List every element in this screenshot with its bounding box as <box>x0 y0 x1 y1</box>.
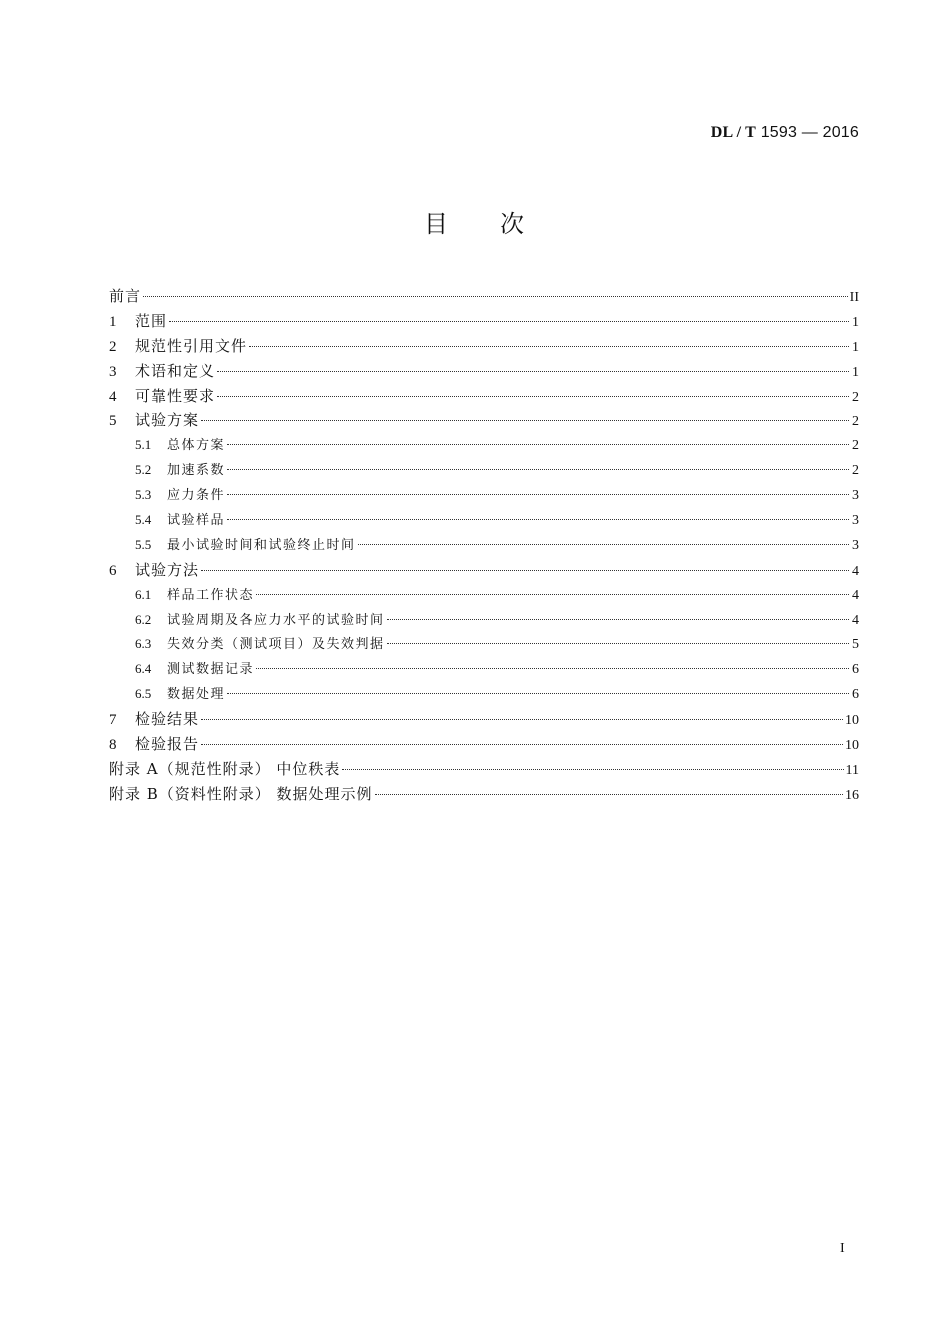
toc-dot-leader <box>227 693 849 694</box>
toc-entry-page: 10 <box>845 713 859 729</box>
toc-entry-label: 试验周期及各应力水平的试验时间 <box>167 612 385 628</box>
toc-entry-number: 3 <box>109 363 117 380</box>
toc-dot-leader <box>217 396 849 397</box>
toc-entry[interactable] <box>109 558 859 583</box>
toc-entry-page: 4 <box>852 612 859 628</box>
toc-entry-label: 样品工作状态 <box>167 587 255 603</box>
toc-entry-label: 可靠性要求 <box>135 386 216 405</box>
toc-entry[interactable] <box>109 657 859 682</box>
toc-entry-page: 3 <box>852 488 859 504</box>
toc-entry[interactable] <box>109 533 859 558</box>
toc-entry-label: 检验结果 <box>135 710 200 729</box>
toc-entry[interactable] <box>109 682 859 707</box>
toc-entry-label: 最小试验时间和试验终止时间 <box>167 537 356 553</box>
toc-entry-page: 6 <box>852 662 859 678</box>
toc-entry-number: 6 <box>109 562 117 579</box>
toc-entry-label: 术语和定义 <box>135 361 216 380</box>
toc-entry-label: 试验方案 <box>135 411 200 430</box>
standard-code <box>711 124 859 142</box>
toc-dot-leader <box>201 420 849 421</box>
toc-entry-label: 试验样品 <box>167 513 226 529</box>
toc-entry-label: 测试数据记录 <box>167 662 255 678</box>
toc-entry-label: 检验报告 <box>135 735 200 754</box>
table-of-contents <box>109 284 859 807</box>
toc-entry-number: 6.3 <box>135 636 152 652</box>
toc-entry-label: 失效分类（测试项目）及失效判据 <box>167 637 385 653</box>
toc-entry[interactable] <box>109 384 859 409</box>
toc-entry[interactable] <box>109 284 859 309</box>
toc-entry-page: 4 <box>852 563 859 579</box>
toc-entry-page: 10 <box>845 738 859 754</box>
toc-dot-leader <box>342 769 843 770</box>
toc-entry[interactable] <box>109 508 859 533</box>
toc-entry[interactable] <box>109 334 859 359</box>
toc-entry-page: 2 <box>852 463 859 479</box>
toc-dot-leader <box>227 469 849 470</box>
toc-entry[interactable] <box>109 359 859 384</box>
toc-entry-number: 6.5 <box>135 686 152 702</box>
toc-entry-number: 1 <box>109 313 117 330</box>
toc-entry-label: 试验方法 <box>135 560 200 579</box>
toc-dot-leader <box>249 346 849 347</box>
toc-entry-label: 应力条件 <box>167 488 226 504</box>
toc-entry[interactable] <box>109 732 859 757</box>
toc-entry[interactable] <box>109 632 859 657</box>
title-char-1: 目 <box>424 210 450 238</box>
toc-entry-page: 3 <box>852 513 859 529</box>
toc-dot-leader <box>143 296 848 297</box>
toc-entry-page: 4 <box>852 587 859 603</box>
toc-entry-number: 5.1 <box>135 437 152 453</box>
toc-dot-leader <box>201 719 843 720</box>
toc-entry[interactable] <box>109 483 859 508</box>
toc-entry-page: 2 <box>852 414 859 430</box>
toc-entry[interactable] <box>109 433 859 458</box>
page-title <box>0 204 950 239</box>
toc-entry-number: 6.1 <box>135 586 152 602</box>
toc-entry-page: 6 <box>852 687 859 703</box>
toc-entry-label: 数据处理 <box>167 687 226 703</box>
toc-entry-number: 6.4 <box>135 661 152 677</box>
toc-dot-leader <box>256 668 849 669</box>
toc-dot-leader <box>217 371 849 372</box>
toc-entry-number: 6.2 <box>135 611 152 627</box>
toc-entry-page: 1 <box>852 364 859 380</box>
toc-dot-leader <box>201 570 849 571</box>
toc-entry[interactable] <box>109 707 859 732</box>
toc-dot-leader <box>256 594 849 595</box>
toc-entry-page: 3 <box>852 537 859 553</box>
toc-entry-label: 附录 B（资料性附录） 数据处理示例 <box>109 784 373 803</box>
toc-entry-page: 11 <box>845 762 859 778</box>
toc-dot-leader <box>227 519 849 520</box>
toc-entry[interactable] <box>109 583 859 608</box>
toc-entry-page: 1 <box>852 314 859 330</box>
toc-entry-label: 总体方案 <box>167 438 226 454</box>
toc-entry-label: 加速系数 <box>167 463 226 479</box>
toc-entry[interactable] <box>109 309 859 334</box>
toc-entry-number: 5.2 <box>135 462 152 478</box>
toc-entry[interactable] <box>109 782 859 807</box>
toc-entry-number: 8 <box>109 737 117 754</box>
toc-entry-page: 5 <box>852 637 859 653</box>
toc-entry-number: 4 <box>109 388 117 405</box>
toc-dot-leader <box>169 321 849 322</box>
toc-entry[interactable] <box>109 408 859 433</box>
toc-entry-page: 16 <box>845 787 859 803</box>
toc-entry-page: II <box>849 290 859 305</box>
toc-entry[interactable] <box>109 757 859 782</box>
toc-entry-number: 5 <box>109 413 117 430</box>
toc-dot-leader <box>358 544 849 545</box>
toc-dot-leader <box>375 794 843 795</box>
toc-entry-number: 5.4 <box>135 512 152 528</box>
toc-entry-number: 2 <box>109 338 117 355</box>
title-char-2: 次 <box>500 210 526 238</box>
standard-number: 1593 — 2016 <box>756 124 859 141</box>
toc-entry-label: 规范性引用文件 <box>135 336 248 355</box>
toc-entry-page: 1 <box>852 339 859 355</box>
toc-entry-page: 2 <box>852 438 859 454</box>
toc-entry[interactable] <box>109 608 859 633</box>
toc-entry-number: 5.3 <box>135 487 152 503</box>
footer-page-number: I <box>840 1241 845 1256</box>
toc-entry-label: 前言 <box>109 287 142 305</box>
toc-dot-leader <box>387 643 849 644</box>
toc-entry-number: 7 <box>109 712 117 729</box>
toc-dot-leader <box>201 744 843 745</box>
toc-entry-page: 2 <box>852 389 859 405</box>
toc-entry[interactable] <box>109 458 859 483</box>
toc-entry-number: 5.5 <box>135 536 152 552</box>
toc-entry-label: 附录 A（规范性附录） 中位秩表 <box>109 759 341 778</box>
standard-prefix: DL / T <box>710 124 757 141</box>
toc-dot-leader <box>227 494 849 495</box>
toc-dot-leader <box>387 619 849 620</box>
toc-entry-label: 范围 <box>135 311 168 330</box>
toc-dot-leader <box>227 444 849 445</box>
